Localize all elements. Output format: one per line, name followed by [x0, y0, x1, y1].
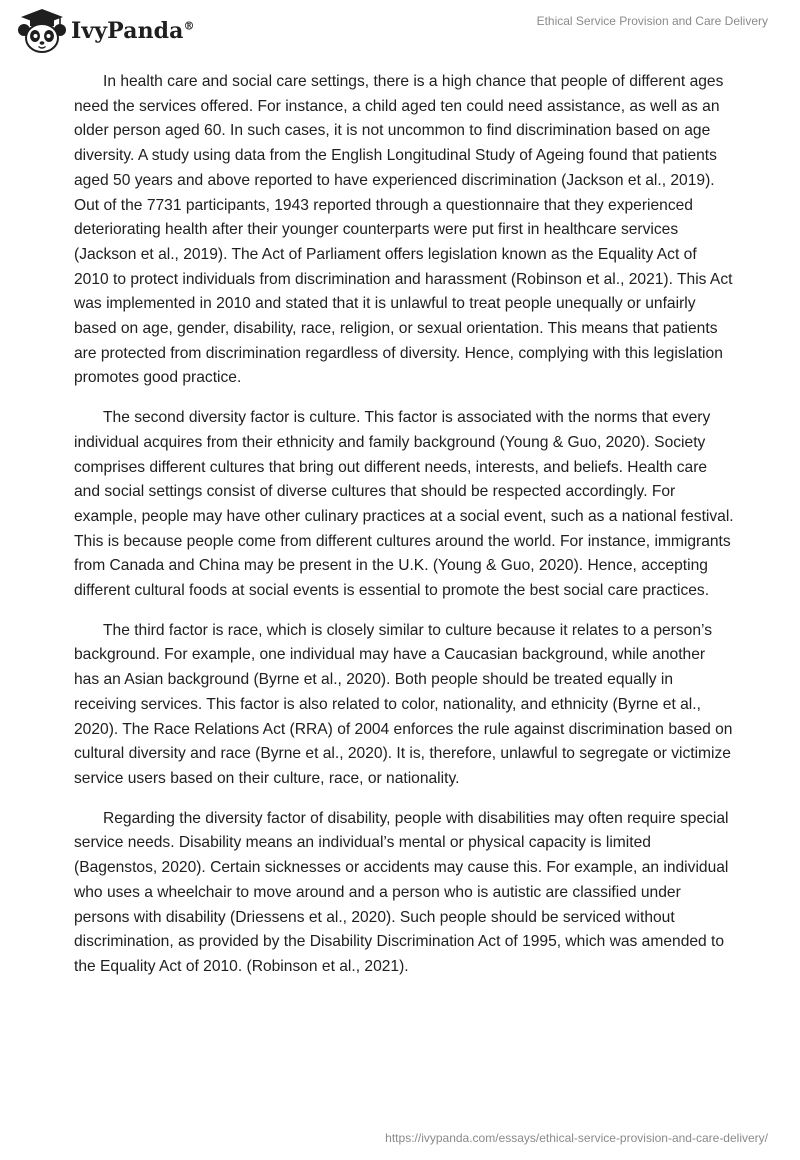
footer-url[interactable]: https://ivypanda.com/essays/ethical-service-provision-and-care-delivery/ [385, 1131, 768, 1145]
panda-graduate-icon [13, 8, 69, 54]
paragraph-culture: The second diversity factor is culture. This factor is associated with the norms that every individual acquires from their ethnicity and family background (Young & Guo, 2020). Society comprises different cultures that bring out different needs, interests, and beliefs. Health care and social settings consist of diverse cultures that should be respected accordingly. For example, people may have other culinary practices at a social event, such as a national festival. This is because people come from different cultures around the world. For instance, immigrants from Canada and China may be present in the U.K. (Young & Guo, 2020). Hence, accepting different cultural foods at social events is essential to promote the best social care practices. [74, 409, 734, 600]
essay-body [74, 70, 734, 995]
ivypanda-logo[interactable] [13, 8, 195, 54]
paragraph-race: The third factor is race, which is closely similar to culture because it relates to a person’s background. For example, one individual may have a Caucasian background, while another has an Asian background (Byrne et al., 2020). Both people should be treated equally in receiving services. This factor is also related to color, nationality, and ethnicity (Byrne et al., 2020). The Race Relations Act (RRA) of 2004 enforces the rule against discrimination based on cultural diversity and race (Byrne et al., 2020). It is, therefore, unlawful to segregate or victimize service users based on their culture, race, or nationality. [74, 621, 733, 787]
running-title: Ethical Service Provision and Care Delivery [536, 14, 768, 28]
page-header [0, 0, 800, 62]
registered-mark: ® [183, 19, 195, 33]
logo-name: IvyPanda [71, 18, 184, 44]
logo-wordmark [71, 18, 195, 44]
paragraph-disability: Regarding the diversity factor of disability, people with disabilities may often require special service needs. Disability means an individual’s mental or physical capacity is limited (Bagenstos, 2020). Certain sicknesses or accidents may cause this. For example, an individual who uses a wheelchair to move around and a person who is autistic are classified under persons with disability (Driessens et al., 2020). Such people should be serviced without discrimination, as provided by the Disability Discrimination Act of 1995, which was amended to the Equality Act of 2010. (Robinson et al., 2021). [74, 809, 729, 975]
paragraph-age: In health care and social care settings, there is a high chance that people of different ages need the services offered. For instance, a child aged ten could need assistance, as well as an older person aged 60. In such cases, it is not uncommon to find discrimination based on age diversity. A study using data from the English Longitudinal Study of Ageing found that patients aged 50 years and above reported to have experienced discrimination (Jackson et al., 2019). Out of the 7731 participants, 1943 reported through a questionnaire that they experienced deteriorating health after their younger counterparts were put first in healthcare services (Jackson et al., 2019). The Act of Parliament offers legislation known as the Equality Act of 2010 to protect individuals from discrimination and harassment (Robinson et al., 2021). This Act was implemented in 2010 and stated that it is unlawful to treat people unequally or unfairly based on age, gender, disability, race, religion, or sexual orientation. This means that patients are protected from discrimination regardless of diversity. Hence, complying with this legislation promotes good practice. [74, 73, 733, 387]
